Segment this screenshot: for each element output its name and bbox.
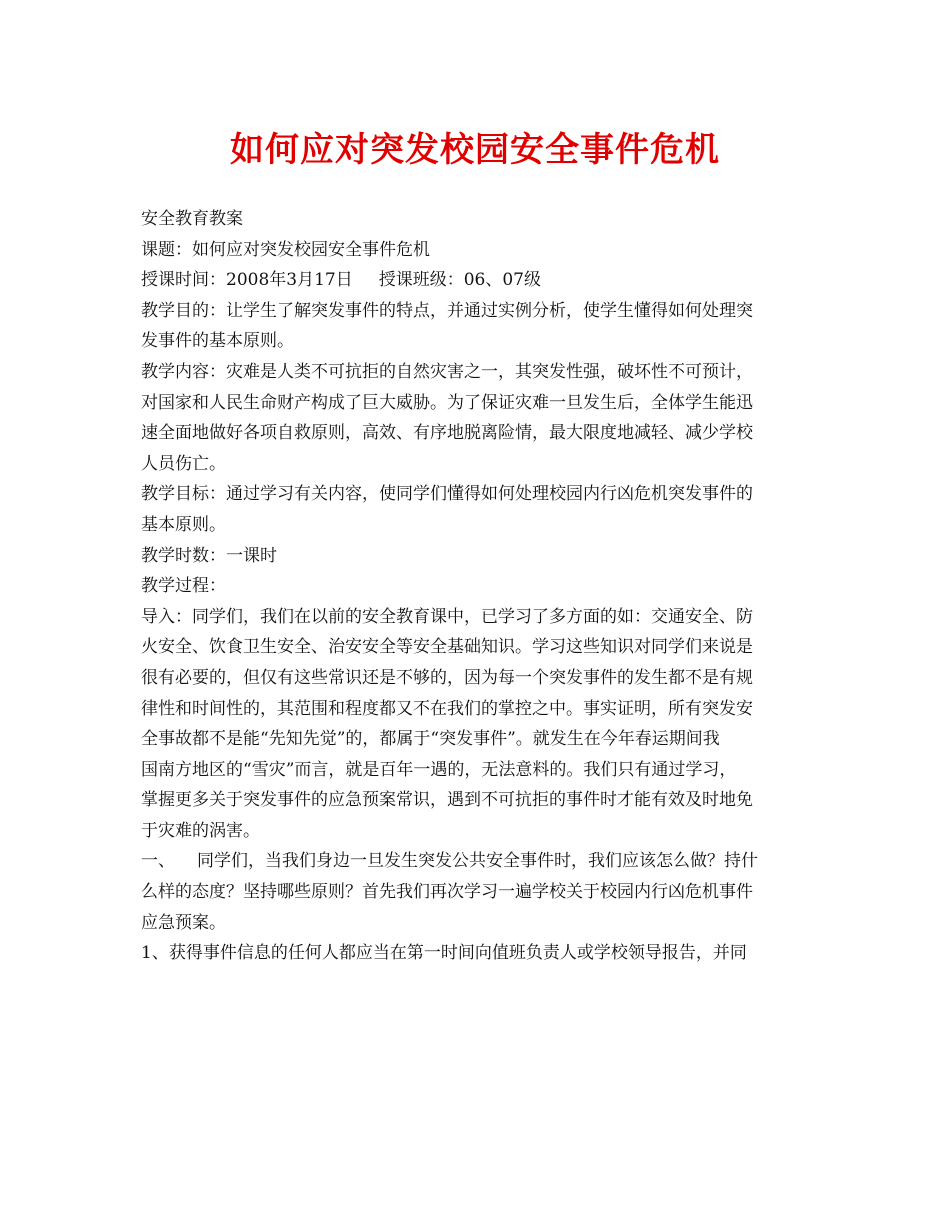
document-body <box>141 204 813 969</box>
paragraph-line: 速全面地做好各项自救原则，高效、有序地脱离险情，最大限度地减轻、减少学校 <box>141 423 753 444</box>
section-number: 一、 <box>141 851 175 872</box>
paragraph-line: 对国家和人民生命财产构成了巨大威胁。为了保证灾难一旦发生后，全体学生能迅 <box>141 392 753 413</box>
paragraph-line: 安全教育教案 <box>141 209 243 229</box>
paragraph-line: 么样的态度？坚持哪些原则？首先我们再次学习一遍学校关于校园内行凶危机事件 <box>141 882 753 903</box>
paragraph-line: 律性和时间性的，其范围和程度都又不在我们的掌控之中。事实证明，所有突发安 <box>141 698 753 719</box>
paragraph-line <box>141 846 813 877</box>
paragraph-line: 很有必要的，但仅有这些常识还是不够的，因为每一个突发事件的发生都不是有规 <box>141 667 753 688</box>
paragraph-line: 国南方地区的“雪灾”而言，就是百年一遇的，无法意料的。我们只有通过学习， <box>141 759 737 780</box>
section-text: 同学们，当我们身边一旦发生突发公共安全事件时，我们应该怎么做？持什 <box>197 851 758 872</box>
paragraph-line: 导入：同学们，我们在以前的安全教育课中，已学习了多方面的如：交通安全、防 <box>141 606 753 627</box>
paragraph-line: 人员伤亡。 <box>141 453 226 474</box>
paragraph-line: 于灾难的涡害。 <box>141 820 260 841</box>
paragraph-line: 掌握更多关于突发事件的应急预案常识，遇到不可抗拒的事件时才能有效及时地免 <box>141 790 753 811</box>
paragraph-line: 火安全、饮食卫生安全、治安安全等安全基础知识。学习这些知识对同学们来说是 <box>141 637 753 658</box>
paragraph-line: 全事故都不是能“先知先觉”的，都属于“突发事件”。就发生在今年春运期间我 <box>141 729 720 750</box>
paragraph-line: 教学目的：让学生了解突发事件的特点，并通过实例分析，使学生懂得如何处理突 <box>141 300 753 321</box>
paragraph-line: 发事件的基本原则。 <box>141 331 294 352</box>
paragraph-line: 教学过程： <box>141 576 226 597</box>
lesson-class: 授课班级：06、07级 <box>378 270 541 291</box>
paragraph-line: 基本原则。 <box>141 514 226 535</box>
paragraph-line: 应急预案。 <box>141 912 226 933</box>
paragraph-line: 1、获得事件信息的任何人都应当在第一时间向值班负责人或学校领导报告，并同 <box>141 943 747 964</box>
paragraph-line: 教学时数：一课时 <box>141 545 277 566</box>
paragraph-line <box>141 265 813 296</box>
paragraph-line: 教学目标：通过学习有关内容，使同学们懂得如何处理校园内行凶危机突发事件的 <box>141 484 753 505</box>
paragraph-line: 教学内容：灾难是人类不可抗拒的自然灾害之一，其突发性强，破坏性不可预计， <box>141 361 753 382</box>
paragraph-line: 课题：如何应对突发校园安全事件危机 <box>141 239 430 260</box>
lesson-time: 授课时间：2008年3月17日 <box>141 270 353 291</box>
document-title: 如何应对突发校园安全事件危机 <box>230 130 720 170</box>
